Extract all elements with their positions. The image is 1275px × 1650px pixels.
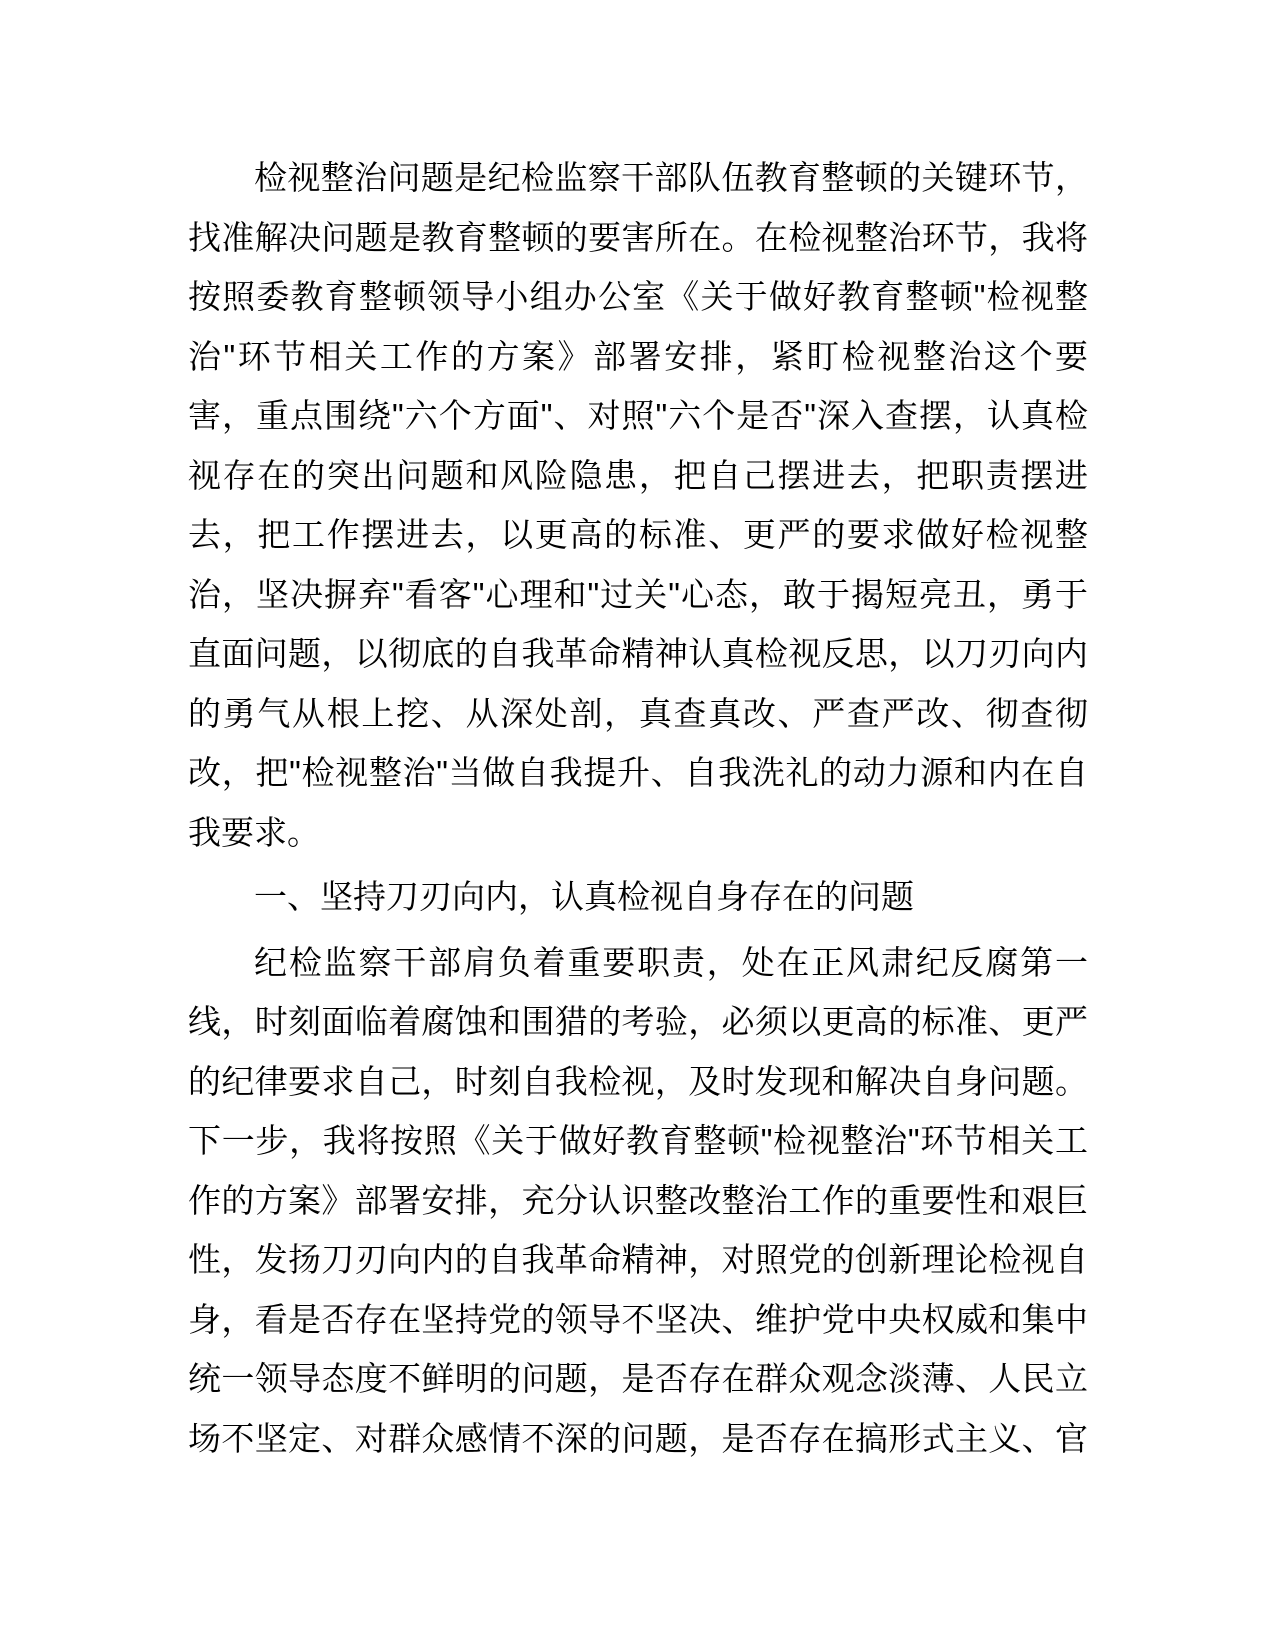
text-line: 纪检监察干部肩负着重要职责，处在正风肃纪反腐第一	[254, 943, 1088, 981]
text-line: 治，坚决摒弃"看客"心理和"过关"心态，敢于揭短亮丑，勇于	[188, 575, 1088, 613]
text-line: 找准解决问题是教育整顿的要害所在。在检视整治环节，我将	[188, 218, 1088, 256]
text-line: 场不坚定、对群众感情不深的问题，是否存在搞形式主义、官	[188, 1419, 1088, 1457]
text-line: 的勇气从根上挖、从深处剖，真查真改、严查严改、彻查彻	[188, 694, 1088, 732]
text-line: 检视整治问题是纪检监察干部队伍教育整顿的关键环节，	[254, 159, 1088, 196]
text-line: 我要求。	[188, 813, 320, 851]
text-line: 线，时刻面临着腐蚀和围猎的考验，必须以更高的标准、更严	[188, 1003, 1088, 1040]
text-line: 视存在的突出问题和风险隐患，把自己摆进去，把职责摆进	[188, 456, 1088, 494]
paragraph-section-one	[188, 933, 1088, 1469]
text-line: 下一步，我将按照《关于做好教育整顿"检视整治"环节相关工	[188, 1122, 1088, 1159]
text-line: 改，把"检视整治"当做自我提升、自我洗礼的动力源和内在自	[188, 754, 1088, 791]
text-line: 治"环节相关工作的方案》部署安排，紧盯检视整治这个要	[188, 337, 1088, 375]
text-line: 按照委教育整顿领导小组办公室《关于做好教育整顿"检视整	[188, 278, 1088, 315]
text-line: 直面问题，以彻底的自我革命精神认真检视反思，以刀刃向内	[188, 635, 1088, 672]
text-line: 去，把工作摆进去，以更高的标准、更严的要求做好检视整	[188, 516, 1088, 553]
text-line: 害，重点围绕"六个方面"、对照"六个是否"深入查摆，认真检	[188, 397, 1088, 434]
section-heading: 一、坚持刀刃向内，认真检视自身存在的问题	[254, 878, 914, 915]
text-line: 性，发扬刀刃向内的自我革命精神，对照党的创新理论检视自	[188, 1241, 1088, 1278]
text-line: 身，看是否存在坚持党的领导不坚决、维护党中央权威和集中	[188, 1300, 1088, 1338]
paragraph-opening	[188, 148, 1088, 862]
text-line: 的纪律要求自己，时刻自我检视，及时发现和解决自身问题。	[188, 1062, 1088, 1100]
text-line: 作的方案》部署安排，充分认识整改整治工作的重要性和艰巨	[188, 1181, 1088, 1219]
text-line: 统一领导态度不鲜明的问题，是否存在群众观念淡薄、人民立	[188, 1360, 1088, 1397]
